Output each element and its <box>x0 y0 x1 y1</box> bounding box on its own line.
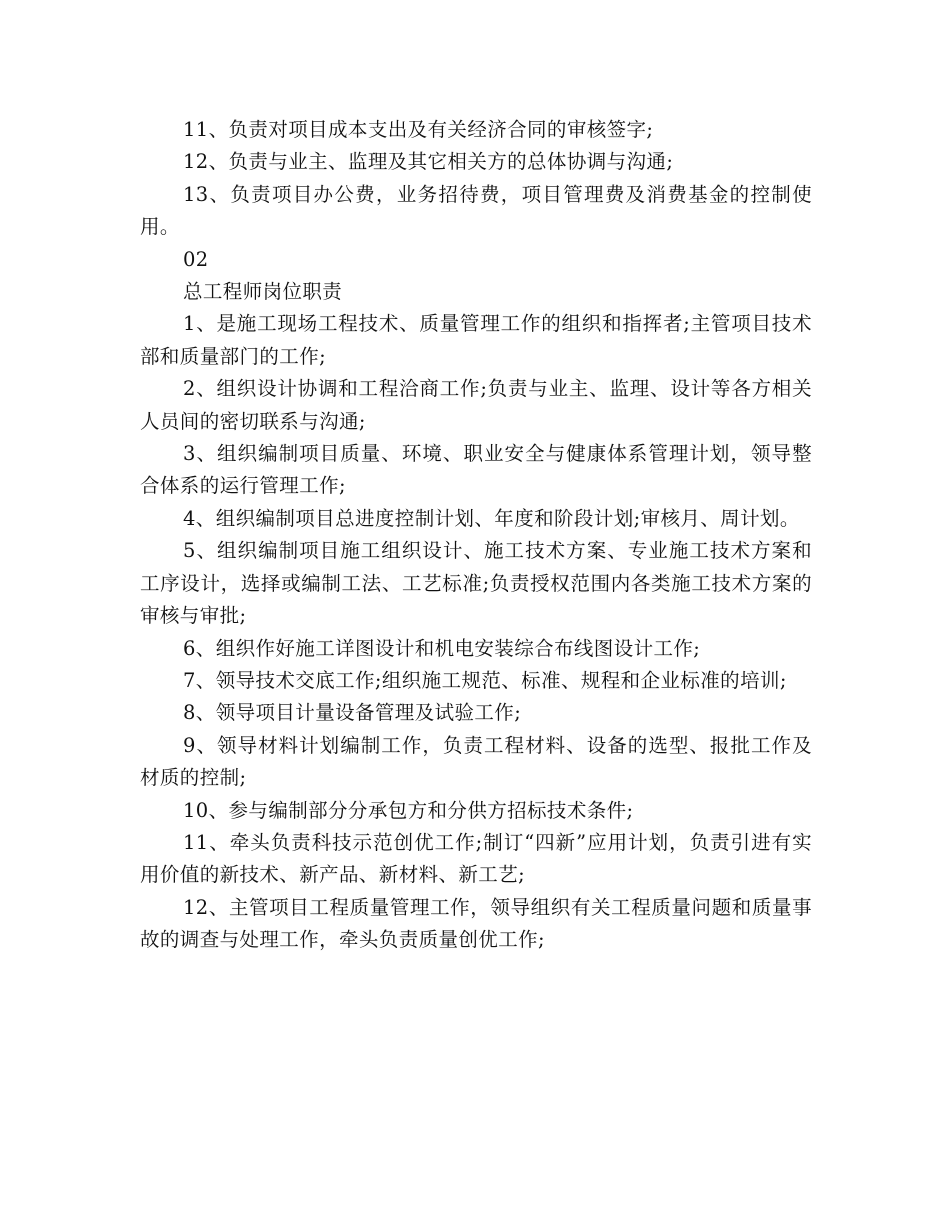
duty-item-4: 4、组织编制项目总进度控制计划、年度和阶段计划;审核月、周计划。 <box>183 506 800 530</box>
section-number: 02 <box>183 247 209 271</box>
duty-item-3: 3、组织编制项目质量、环境、职业安全与健康体系管理计划，领导整合体系的运行管理工作; <box>140 442 812 498</box>
section-heading: 总工程师岗位职责 <box>183 280 343 304</box>
duty-item-12: 12、主管项目工程质量管理工作，领导组织有关工程质量问题和质量事故的调查与处理工作，牵头负责质量创优工作; <box>140 895 812 952</box>
duty-item-10: 10、参与编制部分分承包方和分供方招标技术条件; <box>183 798 634 822</box>
document-page <box>140 114 812 957</box>
paragraph-item-12-coordination: 12、负责与业主、监理及其它相关方的总体协调与沟通; <box>183 150 674 174</box>
duty-item-8: 8、领导项目计量设备管理及试验工作; <box>183 701 522 725</box>
duty-item-11: 11、牵头负责科技示范创优工作;制订“四新”应用计划，负责引进有实用价值的新技术、新产品、新材料、新工艺; <box>140 830 812 887</box>
duty-item-5: 5、组织编制项目施工组织设计、施工技术方案、专业施工技术方案和工序设计，选择或编制工法、工艺标准;负责授权范围内各类施工技术方案的审核与审批; <box>140 539 812 628</box>
duty-item-2: 2、组织设计协调和工程洽商工作;负责与业主、监理、设计等各方相关人员间的密切联系与沟通; <box>140 377 812 433</box>
paragraph-item-13-expense-control: 13、负责项目办公费，业务招待费，项目管理费及消费基金的控制使用。 <box>140 182 812 239</box>
duty-item-7: 7、领导技术交底工作;组织施工规范、标准、规程和企业标准的培训; <box>183 668 787 692</box>
duty-item-6: 6、组织作好施工详图设计和机电安装综合布线图设计工作; <box>183 636 701 660</box>
duty-item-9: 9、领导材料计划编制工作，负责工程材料、设备的选型、报批工作及材质的控制; <box>140 733 812 790</box>
duty-item-1: 1、是施工现场工程技术、质量管理工作的组织和指挥者;主管项目技术部和质量部门的工作; <box>140 312 812 368</box>
paragraph-item-11-cost-approval: 11、负责对项目成本支出及有关经济合同的审核签字; <box>183 118 654 141</box>
